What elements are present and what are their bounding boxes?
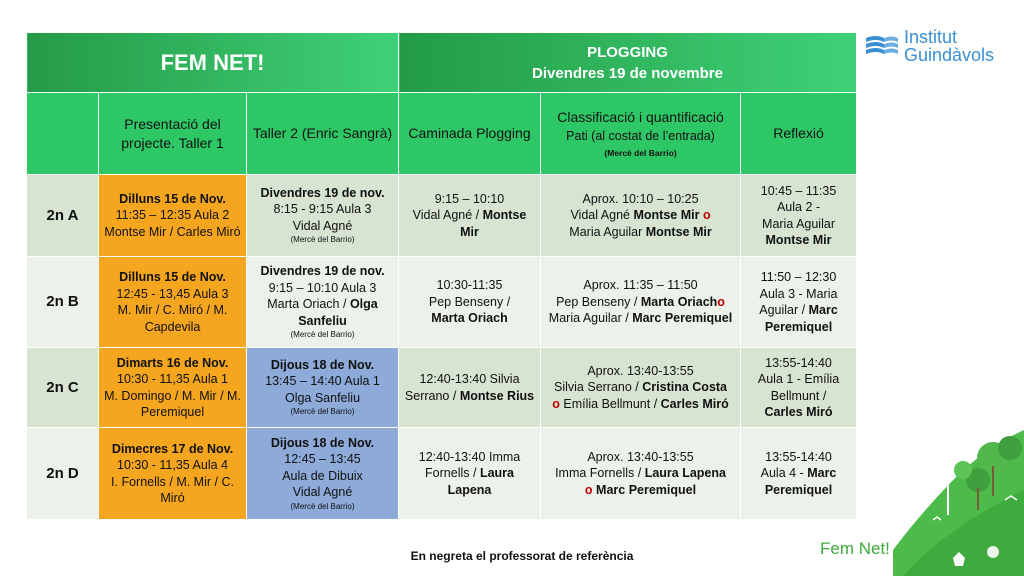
session-time: Aprox. 13:40-13:55 <box>587 363 694 378</box>
row-label: 2n A <box>27 175 99 257</box>
col-header-caminada: Caminada Plogging <box>399 93 541 175</box>
col-header-taller2: Taller 2 (Enric Sangrà) <box>247 93 399 175</box>
session-teachers: M. Mir / C. Miró / M. Capdevila <box>117 303 228 334</box>
teacher-name: Maria Aguilar / <box>548 311 629 326</box>
reflexio-cell <box>741 428 857 520</box>
row-label: 2n B <box>27 257 99 348</box>
taller2-cell <box>247 348 399 428</box>
taller2-cell <box>247 257 399 348</box>
session-time: 13:55-14:40 <box>765 449 832 464</box>
session-time: 10:30-11:35 <box>436 278 503 293</box>
reference-teacher: Montse Rius <box>459 388 535 403</box>
row-2nC <box>27 348 857 428</box>
reference-teacher: Montse Mir <box>633 208 700 223</box>
session-time: Aprox. 13:40-13:55 <box>587 449 694 464</box>
schedule-table <box>26 32 857 520</box>
row-2nA <box>27 175 857 257</box>
teacher-name: Marta Oriach / <box>267 297 347 312</box>
session-time: 8:15 - 9:15 Aula 3 <box>273 202 372 217</box>
reflexio-cell <box>741 257 857 348</box>
session-time: 12:45 - 13,45 Aula 3 <box>116 286 229 301</box>
teacher-name: Silvia Serrano / <box>554 380 639 395</box>
reflexio-cell <box>741 175 857 257</box>
session-date: Dijous 18 de Nov. <box>270 435 375 450</box>
session-time: 11:35 – 12:35 Aula 2 <box>115 208 230 223</box>
reference-teacher: Marc Peremiquel <box>764 303 838 334</box>
taller1-cell <box>99 257 247 348</box>
session-date: Divendres 19 de nov. <box>260 185 385 200</box>
row-label: 2n C <box>27 348 99 428</box>
logo-line2: Guindàvols <box>904 45 995 65</box>
logo-book-icon <box>864 34 900 62</box>
or-separator: o <box>702 208 711 223</box>
teacher-name: Maria Aguilar <box>762 216 835 231</box>
reference-teacher: Marc Peremiquel <box>596 482 697 497</box>
session-date: Divendres 19 de nov. <box>260 264 385 279</box>
reflexio-cell <box>741 348 857 428</box>
teacher-name: Vidal Agné / <box>412 208 480 223</box>
reference-teacher: Marc Peremiquel <box>764 466 837 497</box>
session-time: 9:15 – 10:10 <box>434 191 505 206</box>
classificacio-cell <box>541 257 741 348</box>
reference-teacher: Carles Miró <box>764 405 833 419</box>
classificacio-cell <box>541 348 741 428</box>
classificacio-cell <box>541 175 741 257</box>
session-ref: (Mercè del Barrio) <box>290 407 355 417</box>
reference-teacher: Marta Oriach <box>431 311 508 326</box>
or-separator: o <box>552 396 560 411</box>
taller2-cell <box>247 175 399 257</box>
teacher-name: Aula 4 - <box>760 466 804 481</box>
session-date: Dijous 18 de Nov. <box>270 357 375 372</box>
session-time: 13:55-14:40 <box>765 355 832 370</box>
institut-logo <box>864 28 1014 68</box>
plogging-date: Divendres 19 de novembre <box>532 64 723 82</box>
reference-teacher: Olga Sanfeliu <box>298 297 378 328</box>
session-date: Dilluns 15 de Nov. <box>119 191 226 206</box>
session-room: Aula de Dibuix <box>282 468 363 483</box>
teacher-name: Maria Aguilar <box>569 224 643 239</box>
teacher-name: 12:40-13:40 Silvia Serrano / <box>404 372 520 403</box>
reference-teacher: Montse Mir <box>460 208 527 239</box>
session-time: Aprox. 10:10 – 10:25 <box>582 191 699 206</box>
session-time: Aprox. 11:35 – 11:50 <box>583 278 698 293</box>
classificacio-ref: (Mercè del Barrio) <box>604 147 677 158</box>
session-teachers: Vidal Agné <box>292 485 353 500</box>
or-separator: o <box>717 294 725 309</box>
plogging-header <box>399 33 857 93</box>
row-label: 2n D <box>27 428 99 520</box>
session-teachers: I. Fornells / M. Mir / C. Miró <box>111 474 234 505</box>
session-date: Dimarts 16 de Nov. <box>116 355 229 370</box>
teacher-name: Emília Bellmunt / <box>563 396 658 411</box>
teacher-name: Imma Fornells / <box>555 466 642 481</box>
reference-teacher: Laura Lapena <box>447 466 514 497</box>
session-ref: (Mercè del Barrio) <box>290 501 355 511</box>
session-time: 10:30 - 11,35 Aula 1 <box>117 372 228 386</box>
caminada-cell <box>399 428 541 520</box>
main-title: FEM NET! <box>27 33 399 93</box>
teacher-name: Vidal Agné <box>570 208 630 223</box>
footer-note: En negreta el professorat de referència <box>410 549 634 563</box>
session-room: Aula 2 - <box>776 200 821 214</box>
plogging-title: PLOGGING <box>587 43 668 61</box>
teacher-name: 12:40-13:40 Imma Fornells / <box>418 449 521 481</box>
caminada-cell <box>399 348 541 428</box>
session-teachers: Vidal Agné <box>292 218 353 233</box>
taller2-cell <box>247 428 399 520</box>
reference-teacher: Carles Miró <box>660 396 729 411</box>
taller1-cell <box>99 175 247 257</box>
reference-teacher: Montse Mir <box>765 233 832 247</box>
taller1-cell <box>99 348 247 428</box>
session-time: 9:15 – 10:10 Aula 3 <box>268 280 377 295</box>
col-header-classificacio <box>541 93 741 175</box>
reference-teacher: Cristina Costa <box>642 380 728 395</box>
session-ref: (Mercè del Barrio) <box>290 330 355 340</box>
teacher-name: Pep Benseny / <box>556 294 638 309</box>
session-date: Dimecres 17 de Nov. <box>111 441 234 456</box>
reference-teacher: Marc Peremiquel <box>632 311 733 326</box>
classificacio-location: Pati (al costat de l’entrada) <box>566 129 715 144</box>
session-time: 12:45 – 13:45 <box>284 452 361 467</box>
teacher-name: Aula 1 - Emília Bellmunt / <box>757 372 840 403</box>
teacher-name: Aula 3 - Maria Aguilar / <box>759 286 838 317</box>
reference-teacher: Montse Mir <box>645 224 712 239</box>
reference-teacher: Laura Lapena <box>644 466 726 481</box>
session-teachers: Olga Sanfeliu <box>284 390 361 405</box>
teacher-name: Pep Benseny / <box>428 294 511 309</box>
session-date: Dilluns 15 de Nov. <box>119 270 226 284</box>
row-2nD <box>27 428 857 520</box>
session-time: 11:50 – 12:30 <box>760 270 837 284</box>
caminada-cell <box>399 175 541 257</box>
session-time: 13:45 – 14:40 Aula 1 <box>265 374 380 389</box>
or-separator: o <box>584 482 593 497</box>
corner-cell <box>27 93 99 175</box>
session-ref: (Mercè del Barrio) <box>290 235 355 245</box>
fem-net-brand: Fem Net! <box>820 539 890 558</box>
col-header-taller1: Presentació del projecte. Taller 1 <box>99 93 247 175</box>
classificacio-title: Classificació i quantificació <box>557 108 724 125</box>
taller1-cell <box>99 428 247 520</box>
session-teachers: Montse Mir / Carles Miró <box>104 224 241 239</box>
reference-teacher: Marta Oriach <box>640 294 718 309</box>
green-landscape-illustration <box>893 430 1024 576</box>
session-time: 10:45 – 11:35 <box>760 183 837 198</box>
col-header-reflexio: Reflexió <box>741 93 857 175</box>
row-2nB <box>27 257 857 348</box>
session-time: 10:30 - 11,35 Aula 4 <box>117 458 228 472</box>
session-teachers: M. Domingo / M. Mir / M. Peremiquel <box>104 388 241 419</box>
logo-line1: Institut <box>904 27 958 47</box>
classificacio-cell <box>541 428 741 520</box>
caminada-cell <box>399 257 541 348</box>
